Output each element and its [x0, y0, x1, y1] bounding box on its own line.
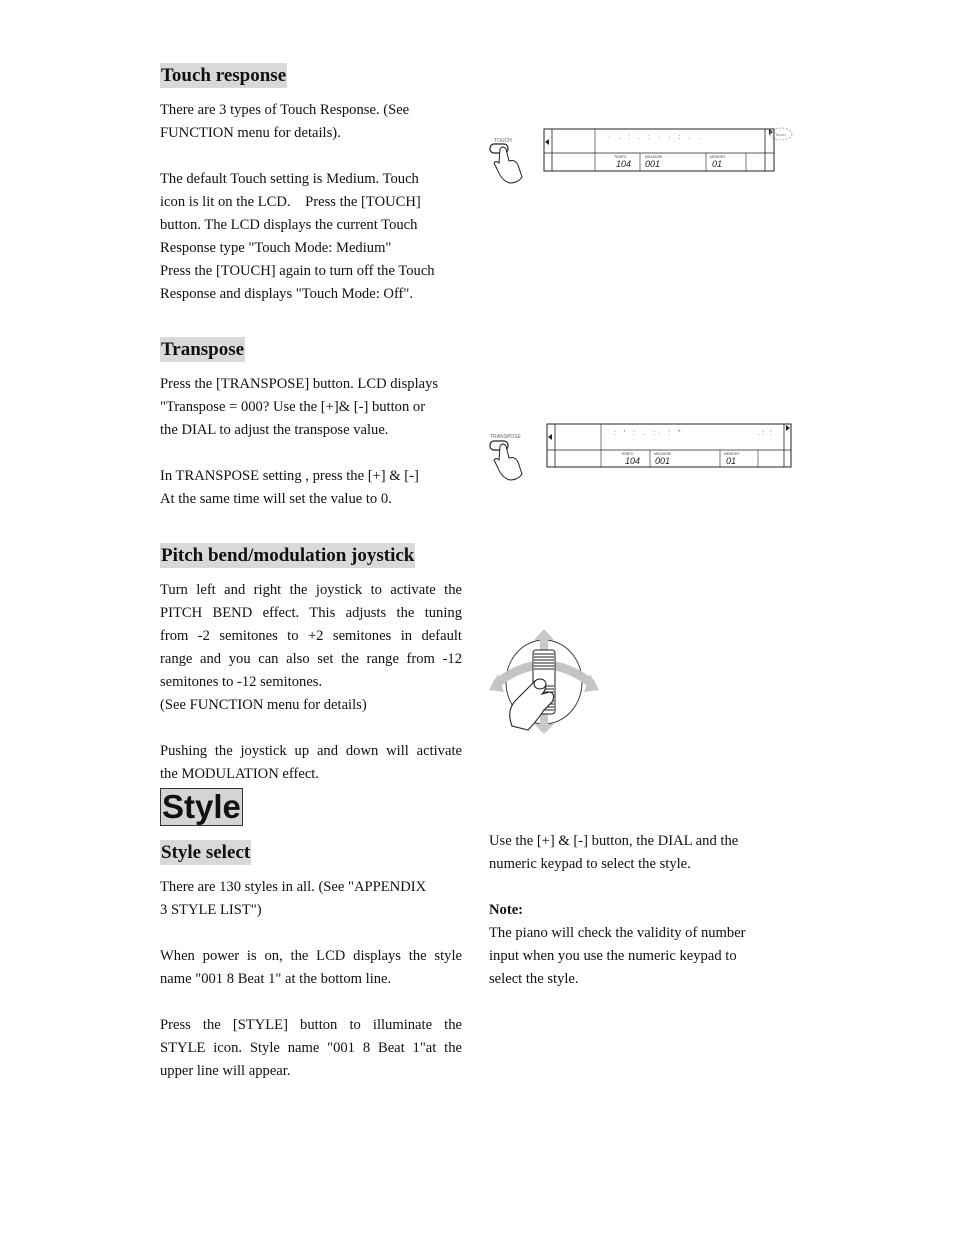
style-select-right-text: Use the [+] & [-] button, the DIAL and the numeric keypad to select the style. Note: The piano will check the validity of number input when you use the numeric keypad to select the style.	[489, 830, 779, 991]
touch-button-label: TOUCH	[494, 138, 512, 144]
svg-text:· . : . : · · : . .: · . : . : · · : . .	[608, 134, 704, 141]
transpose-heading: Transpose	[161, 339, 245, 360]
lcd-measure: 001	[645, 159, 661, 169]
lcd-memory: 01	[712, 159, 723, 169]
svg-text:MEASURE: MEASURE	[645, 155, 663, 159]
pitch-bend-heading: Pitch bend/modulation joystick	[161, 545, 415, 566]
style-title: Style	[162, 788, 241, 825]
svg-text:: ' : . :· : ": : ' : . :· : "	[614, 430, 684, 437]
lcd-tempo: 104	[616, 159, 632, 169]
svg-text:TEMPO: TEMPO	[614, 155, 627, 159]
transpose-lcd-illustration	[488, 420, 798, 486]
svg-text:TEMPO: TEMPO	[621, 452, 634, 456]
style-select-heading: Style select	[161, 842, 251, 863]
lcd-tempo: 104	[625, 456, 641, 466]
transpose-text: Press the [TRANSPOSE] button. LCD displays "Transpose = 000? Use the [+]& [-] button or the DIAL to adjust the transpose value. In TRANSPOSE setting , press the [+] & [-] At the same time will set the value to 0.	[160, 376, 439, 507]
touch-lcd-illustration	[488, 125, 798, 187]
joystick-illustration	[488, 626, 602, 736]
svg-text:.: :: .: :	[758, 430, 774, 437]
touch-response-text: There are 3 types of Touch Response. (See FUNCTION menu for details). The default Touch setting is Medium. Touch icon is lit on the LCD. Press the [TOUCH] button. The LCD displays the current Touch Response type "Touch Mode: Medium" Press the [TOUCH] again to turn off the Touch Response and displays "Touch Mode: Off".	[160, 102, 435, 302]
style-select-text: There are 130 styles in all. (See "APPENDIX 3 STYLE LIST") When power is on, the LCD displays the style name "001 8 Beat 1" at the bottom line. Press the [STYLE] button to illuminate the STYLE icon. Style name "001 8 Beat 1"at the upper line will appear.	[160, 879, 462, 1079]
pitch-bend-text: Turn left and right the joystick to activate the PITCH BEND effect. This adjusts the tuning from -2 semitones to +2 semitones in default range and you can also set the range from -12 semitones to -12 semitones. (See FUNCTION menu for details) Pushing the joystick up and down will activate the MODULATION effect.	[160, 582, 462, 782]
svg-text:MEMORY: MEMORY	[724, 452, 740, 456]
lcd-measure: 001	[655, 456, 671, 466]
svg-text:MEASURE: MEASURE	[654, 452, 672, 456]
lcd-touch-badge: Touch	[775, 132, 786, 137]
transpose-button-label: TRANSPOSE	[490, 434, 521, 440]
touch-response-heading: Touch response	[161, 65, 287, 86]
lcd-memory: 01	[726, 456, 737, 466]
note-label: Note:	[489, 902, 524, 918]
svg-text:MEMORY: MEMORY	[710, 155, 726, 159]
